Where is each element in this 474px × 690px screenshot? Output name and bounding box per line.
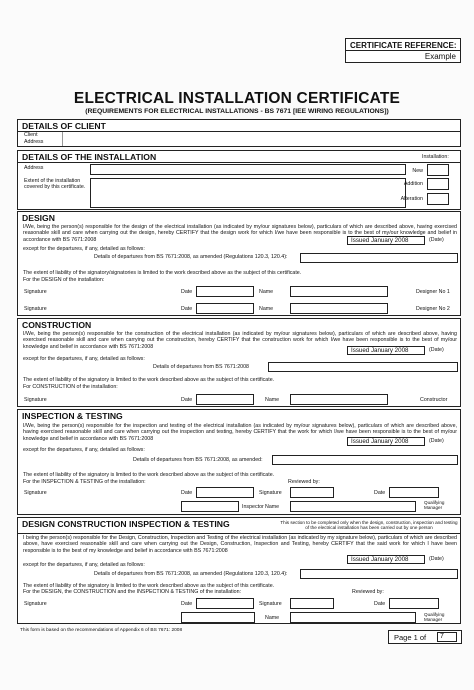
combined-signature-label: Signature (24, 601, 47, 607)
client-section-title: DETAILS OF CLIENT (22, 121, 106, 131)
design-date-field-2[interactable] (196, 303, 254, 314)
design-name-field-1[interactable] (290, 286, 388, 297)
addition-label: Addition (403, 181, 423, 187)
page-total-field[interactable]: 7 (437, 632, 457, 642)
combined-date-suffix: (Date) (429, 556, 444, 562)
construction-departures-field[interactable] (268, 362, 458, 372)
combined-declaration: I being the person(s) responsible for the Design, Construction, Inspection and Testing of the electrical installation (as indicated by my signature below), particulars of which are described above, have exercised reasonable skill and care when carrying out the Design, Construction, Inspection and Testing, hereby CERTIFY that the said work for which I have been responsible is to the best of my knowledge and belief in accordance with BS 7671:2008 (23, 535, 457, 554)
combined-name-field[interactable] (181, 612, 255, 623)
design-issued-value: Issued January 2008 (351, 237, 409, 244)
page-number-label: Page 1 of (394, 633, 427, 642)
installation-extent-label: Extent of the installation covered by this certificate. (24, 178, 86, 191)
design-for-label: For the DESIGN of the installation: (23, 277, 105, 283)
design-departures-field[interactable] (300, 253, 458, 263)
construction-departures-label: Details of departures from BS 7671:2008 (153, 364, 249, 370)
combined-qualifying-label: Qualifying Manager (424, 612, 445, 623)
combined-extent-text: The extent of liability of the signatory is limited to the work described above as the subject of this certificate. (23, 583, 275, 589)
construction-name-label: Name (265, 397, 280, 403)
combined-reviewer-signature-label: Signature (259, 601, 282, 607)
installation-address-field[interactable] (90, 164, 406, 175)
inspection-date-label: Date (181, 490, 193, 496)
certificate-reference-value[interactable]: Example (424, 52, 456, 61)
combined-departures-field[interactable] (300, 569, 458, 579)
combined-date-label: Date (181, 601, 193, 607)
certificate-reference-label: CERTIFICATE REFERENCE: (350, 41, 457, 50)
combined-section (17, 517, 461, 624)
combined-issued-value: Issued January 2008 (351, 556, 409, 563)
inspection-qualifying-label: Qualifying Manager (424, 500, 445, 511)
combined-reviewed-label: Reviewed by: (352, 589, 384, 595)
inspection-date-field[interactable] (196, 487, 254, 498)
combined-except-text: except for the departures, if any, detailed as follows: (23, 562, 145, 568)
page-title: ELECTRICAL INSTALLATION CERTIFICATE (73, 90, 401, 107)
new-checkbox[interactable] (427, 164, 449, 176)
construction-name-field[interactable] (290, 394, 388, 405)
combined-date-field[interactable] (196, 598, 254, 609)
design-except-text: except for the departures, if any, detailed as follows: (23, 246, 145, 252)
design-date-label-1: Date (181, 289, 193, 295)
construction-section (17, 318, 461, 407)
construction-signature-label: Signature (24, 397, 47, 403)
inspection-date-suffix: (Date) (429, 438, 444, 444)
design-name-label-2: Name (259, 306, 274, 312)
page-subtitle: (REQUIREMENTS FOR ELECTRICAL INSTALLATIONS - BS 7671 [IEE WIRING REGULATIONS]) (85, 108, 389, 115)
construction-date-suffix: (Date) (429, 347, 444, 353)
inspection-reviewer-date-field[interactable] (389, 487, 439, 498)
construction-for-label: For CONSTRUCTION of the installation: (23, 384, 118, 390)
inspection-reviewer-signature-field[interactable] (290, 487, 334, 498)
client-label: Client (24, 132, 38, 138)
inspection-declaration: I/We, being the person(s) responsible for the inspection and testing of the electrical installation (as indicated by my/our signatures below), particulars of which are described above, having exercised reasonable skill and care when carrying out the inspection and testing, hereby CERTIFY that the work for which I/we have been responsible is to the best of my/our knowledge and belief in accordance with BS 7671:2008 (23, 423, 457, 442)
design-extent-text: The extent of liability of the signatory/signatories is limited to the work described above as the subject of this certificate. (23, 270, 302, 276)
inspector-label: Inspector (242, 504, 264, 510)
construction-issued-field[interactable] (347, 346, 425, 355)
design-signature-label-1: Signature (24, 289, 47, 295)
design-signature-label-2: Signature (24, 306, 47, 312)
inspection-departures-label: Details of departures from BS 7671:2008, as amended: (133, 457, 263, 463)
inspection-reviewer-signature-label: Signature (259, 490, 282, 496)
construction-except-text: except for the departures, if any, detailed as follows: (23, 356, 145, 362)
inspection-name-field[interactable] (181, 501, 239, 512)
construction-date-field[interactable] (196, 394, 254, 405)
inspection-extent-text: The extent of liability of the signatory is limited to the work described above as the subject of this certificate. (23, 472, 275, 478)
design-departures-label: Details of departures from BS 7671:2008, as amended (Regulations 120.3, 120.4): (94, 254, 288, 260)
certificate-reference-box (345, 38, 461, 63)
inspection-except-text: except for the departures, if any, detailed as follows: (23, 447, 145, 453)
inspection-for-label: For the INSPECTION & TESTING of the installation: (23, 479, 146, 485)
inspection-reviewer-date-label: Date (374, 490, 386, 496)
alteration-checkbox[interactable] (427, 193, 449, 205)
design-name-label-1: Name (259, 289, 274, 295)
inspection-section (17, 409, 461, 515)
construction-extent-text: The extent of liability of the signatory is limited to the work described above as the subject of this certificate. (23, 377, 275, 383)
combined-reviewer-name-label: Name (265, 615, 280, 621)
installation-extent-field[interactable] (90, 178, 406, 208)
inspection-issued-value: Issued January 2008 (351, 438, 409, 445)
installation-section-title: DETAILS OF THE INSTALLATION (22, 152, 157, 162)
inspection-reviewer-name-field[interactable] (290, 501, 416, 512)
client-section (17, 119, 461, 147)
combined-issued-field[interactable] (347, 555, 425, 564)
combined-reviewer-name-field[interactable] (290, 612, 416, 623)
addition-checkbox[interactable] (427, 178, 449, 190)
inspection-departures-field[interactable] (272, 455, 458, 465)
combined-section-title: DESIGN CONSTRUCTION INSPECTION & TESTING (22, 519, 230, 529)
designer-1-label: Designer No 1 (416, 289, 450, 295)
alteration-label: Alteration (400, 196, 423, 202)
construction-section-title: CONSTRUCTION (22, 320, 92, 330)
combined-reviewer-date-field[interactable] (389, 598, 439, 609)
construction-date-label: Date (181, 397, 193, 403)
client-address-label: Address (24, 139, 44, 145)
combined-reviewer-date-label: Date (374, 601, 386, 607)
design-name-field-2[interactable] (290, 303, 388, 314)
installation-type-label: Installation: (422, 154, 449, 160)
combined-reviewer-signature-field[interactable] (290, 598, 334, 609)
footer-note: This form is based on the recommendations of Appendix 6 of BS 7671: 2008 (20, 628, 183, 633)
combined-for-label: For the DESIGN, the CONSTRUCTION and the INSPECTION & TESTING of the installation: (23, 589, 242, 595)
inspection-issued-field[interactable] (347, 437, 425, 446)
inspection-signature-label: Signature (24, 490, 47, 496)
design-issued-field[interactable] (347, 236, 425, 245)
inspection-reviewed-label: Reviewed by: (288, 479, 320, 485)
inspection-section-title: INSPECTION & TESTING (22, 411, 123, 421)
page-number-box (388, 630, 462, 644)
installation-section (17, 150, 461, 210)
designer-2-label: Designer No 2 (416, 306, 450, 312)
client-field[interactable] (62, 132, 460, 146)
combined-departures-label: Details of departures from BS 7671:2008, as amended (Regulations 120.3, 120.4): (94, 571, 288, 577)
design-section-title: DESIGN (22, 213, 55, 223)
installation-address-label: Address (24, 165, 44, 171)
inspection-reviewer-name-label: Name (265, 504, 280, 510)
design-date-label-2: Date (181, 306, 193, 312)
design-declaration: I/We, being the person(s) responsible for the design of the electrical installation (as indicated by my/our signatures below), particulars of which are described above, having exercised reasonable skill and care when carrying out the design, hereby CERTIFY that the design work for which I/we have been responsible is to the best of my/our knowledge and belief in accordance with BS 7671:2008 (23, 224, 457, 243)
new-label: New (412, 168, 423, 174)
combined-note: This section to be completed only when the design, construction, inspection and testing of the electrical installation has been carried out by one person (280, 520, 458, 531)
constructor-label: Constructor (420, 397, 448, 403)
construction-issued-value: Issued January 2008 (351, 347, 409, 354)
design-date-field-1[interactable] (196, 286, 254, 297)
construction-declaration: I/We, being the person(s) responsible for the construction of the electrical installation (as indicated by my/our signatures below), particulars of which are described above, having exercised reasonable skill and care when carrying out the construction, hereby CERTIFY that the construction work for which I/we have been responsible is to the best of my/our knowledge and belief in accordance with BS 7671:2008 (23, 331, 457, 350)
design-date-suffix: (Date) (429, 237, 444, 243)
design-section (17, 211, 461, 316)
